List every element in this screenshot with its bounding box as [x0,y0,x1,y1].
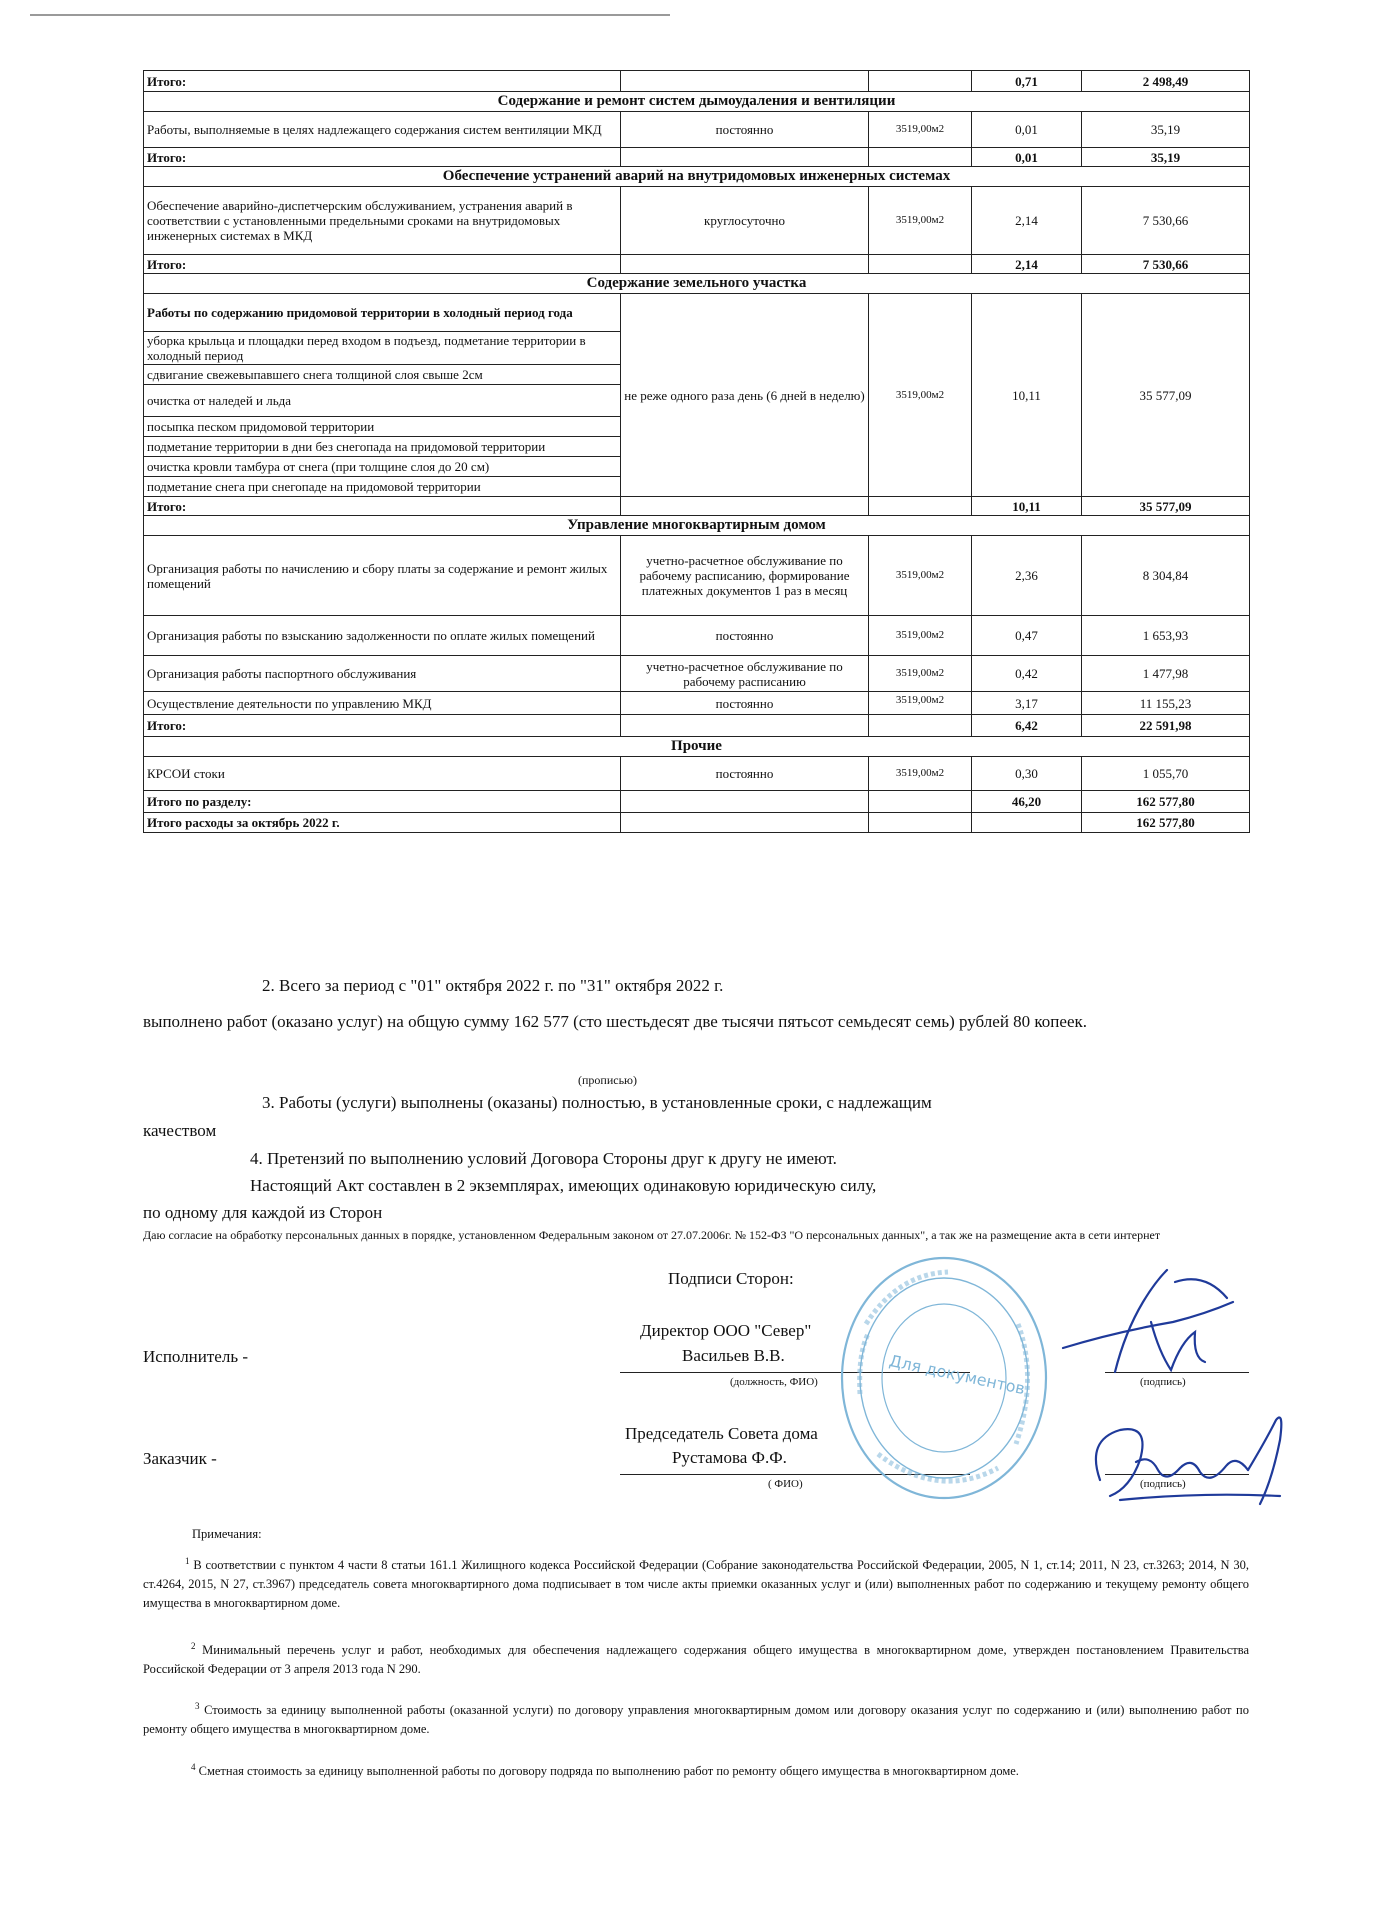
total-rate: 2,14 [972,255,1082,274]
total-period [621,497,869,516]
total-row [144,497,1250,516]
work-rate: 2,36 [972,536,1082,616]
work-group-title: Работы по содержанию придомовой территории в холодный период года [144,294,621,332]
section-header-row [144,274,1250,294]
work-name: очистка кровли тамбура от снега (при толщине слоя до 20 см) [144,457,621,477]
work-row [144,757,1250,791]
work-name: Организация работы по взысканию задолженности по оплате жилых помещений [144,616,621,656]
work-unit: 3519,00м2 [869,656,972,692]
work-sum: 11 155,23 [1082,692,1250,715]
note-2 [143,1637,1249,1679]
total-label: Итого: [144,148,621,167]
total-row [144,715,1250,737]
work-periodicity: не реже одного раза день (6 дней в неделю) [621,294,869,497]
total-period [621,791,869,813]
total-rate: 10,11 [972,497,1082,516]
total-unit [869,148,972,167]
work-rate: 10,11 [972,294,1082,497]
total-unit [869,497,972,516]
work-rate: 0,30 [972,757,1082,791]
customer-label: Заказчик - [143,1449,217,1468]
executor-position: Директор ООО "Север" [640,1321,812,1340]
work-row [144,294,1250,332]
customer-name-caption: ( ФИО) [768,1478,803,1490]
executor-signature [1055,1262,1255,1382]
total-sum: 162 577,80 [1082,791,1250,813]
note-4-text: Сметная стоимость за единицу выполненной работы по договору подряда по выполнению работ по ремонту общего имущества в многоквартирном доме. [198,1764,1019,1779]
note-3 [143,1697,1249,1739]
work-row [144,616,1250,656]
work-sum: 1 653,93 [1082,616,1250,656]
section-title: Управление многоквартирным домом [144,516,1250,536]
work-periodicity: постоянно [621,112,869,148]
note-3-text: Стоимость за единицу выполненной работы (оказанной услуги) по договору управления многоквартирным домом или договору оказания услуг по содержанию и (или) выполнению работ по ремонту общего имущества в многоквартирном доме. [143,1703,1249,1737]
work-unit: 3519,00м2 [869,616,972,656]
work-rate: 0,01 [972,112,1082,148]
work-periodicity: постоянно [621,692,869,715]
section-header-row [144,92,1250,112]
executor-name-caption: (должность, ФИО) [730,1376,818,1388]
total-period [621,715,869,737]
total-row [144,255,1250,274]
work-unit: 3519,00м2 [869,112,972,148]
work-unit: 3519,00м2 [869,757,972,791]
work-name: Осуществление деятельности по управлению МКД [144,692,621,715]
work-name: подметание территории в дни без снегопада на придомовой территории [144,437,621,457]
total-rate: 6,42 [972,715,1082,737]
stamp-ring-lettering [860,1334,868,1394]
work-name: посыпка песком придомовой территории [144,417,621,437]
total-sum: 7 530,66 [1082,255,1250,274]
executor-sign-caption: (подпись) [1140,1376,1186,1388]
work-name: Работы, выполняемые в целях надлежащего содержания систем вентиляции МКД [144,112,621,148]
section-title: Содержание и ремонт систем дымоудаления и вентиляции [144,92,1250,112]
work-row [144,692,1250,715]
work-name: Организация работы паспортного обслуживания [144,656,621,692]
works-table [143,70,1250,833]
section-title: Содержание земельного участка [144,274,1250,294]
total-label: Итого по разделу: [144,791,621,813]
note-2-mark: 2 [191,1641,196,1651]
consent-text: Даю согласие на обработку персональных данных в порядке, установленном Федеральным законом от 27.07.2006г. № 152-ФЗ "О персональных данных", а так же на размещение акта в сети интернет [143,1228,1161,1242]
propisyu-caption: (прописью) [578,1073,638,1087]
work-unit: 3519,00м2 [869,536,972,616]
total-period [621,255,869,274]
scan-top-edge [30,14,670,16]
total-row [144,71,1250,92]
work-periodicity: постоянно [621,757,869,791]
work-name: КРСОИ стоки [144,757,621,791]
customer-sign-caption: (подпись) [1140,1478,1186,1490]
work-periodicity: учетно-расчетное обслуживание по рабочему расписанию [621,656,869,692]
work-periodicity: учетно-расчетное обслуживание по рабочему расписанию, формирование платежных документов 1 раз в месяц [621,536,869,616]
total-period [621,148,869,167]
work-name: уборка крыльца и площадки перед входом в подъезд, подметание территории в холодный период [144,332,621,365]
total-label: Итого: [144,715,621,737]
work-row [144,656,1250,692]
total-sum: 2 498,49 [1082,71,1250,92]
work-sum: 7 530,66 [1082,187,1250,255]
total-rate: 0,01 [972,148,1082,167]
work-name: сдвигание свежевыпавшего снега толщиной слоя свыше 2см [144,365,621,385]
work-row [144,187,1250,255]
work-sum: 1 055,70 [1082,757,1250,791]
paragraph-3-end: качеством [143,1121,217,1140]
work-name: подметание снега при снегопаде на придомовой территории [144,477,621,497]
total-sum: 35,19 [1082,148,1250,167]
note-1-text: В соответствии с пунктом 4 части 8 статьи 161.1 Жилищного кодекса Российской Федерации (Собрание законодательства Российской Федерации, 2005, N 1, ст.14; 2011, N 23, ст.3263; 2014, N 30, ст.4264, 2015, N 27, ст.3967) председатель совета многоквартирного дома подписывает в том числе акты приемки оказанных услуг и (или) выполненных работ по содержанию и текущему ремонту общего имущества в многоквартирном доме. [143,1558,1250,1611]
work-unit: 3519,00м2 [869,187,972,255]
customer-name: Рустамова Ф.Ф. [672,1448,787,1467]
note-4 [143,1758,1249,1781]
note-2-text: Минимальный перечень услуг и работ, необходимых для обеспечения надлежащего содержания общего имущества в многоквартирном доме, утвержден постановлением Правительства Российской Федерации от 3 апреля 2013 года N 290. [143,1643,1249,1677]
note-3-mark: 3 [195,1701,200,1711]
note-1-mark: 1 [185,1556,190,1566]
total-sum: 22 591,98 [1082,715,1250,737]
stamp-center-text: Для документов [887,1350,1027,1399]
total-label: Итого: [144,71,621,92]
total-sum: 35 577,09 [1082,497,1250,516]
total-rate [972,813,1082,833]
total-rate: 0,71 [972,71,1082,92]
total-unit [869,255,972,274]
note-1 [143,1552,1249,1613]
total-label: Итого: [144,497,621,516]
section-header-row [144,516,1250,536]
work-rate: 0,42 [972,656,1082,692]
work-rate: 3,17 [972,692,1082,715]
executor-name: Васильев В.В. [682,1346,785,1365]
paragraph-3: 3. Работы (услуги) выполнены (оказаны) полностью, в установленные сроки, с надлежащим [262,1093,932,1112]
signatures-heading: Подписи Сторон: [668,1269,794,1288]
work-periodicity: круглосуточно [621,187,869,255]
total-period [621,813,869,833]
company-stamp [838,1254,1050,1502]
total-sum: 162 577,80 [1082,813,1250,833]
total-row [144,813,1250,833]
total-unit [869,715,972,737]
paragraph-4: 4. Претензий по выполнению условий Договора Стороны друг к другу не имеют. [250,1149,837,1168]
work-row [144,112,1250,148]
customer-signature [1080,1400,1310,1515]
work-unit: 3519,00м2 [869,692,972,715]
paragraph-5: Настоящий Акт составлен в 2 экземплярах, имеющих одинаковую юридическую силу, [250,1176,877,1195]
work-name: Обеспечение аварийно-диспетчерским обслуживанием, устранения аварий в соответствии с установленными предельными сроками на внутридомовых инженерных системах в МКД [144,187,621,255]
work-periodicity: постоянно [621,616,869,656]
total-period [621,71,869,92]
notes-heading: Примечания: [192,1527,262,1541]
total-row [144,791,1250,813]
work-sum: 35,19 [1082,112,1250,148]
work-name: очистка от наледей и льда [144,385,621,417]
total-rate: 46,20 [972,791,1082,813]
section-title: Прочие [144,737,1250,757]
total-unit [869,71,972,92]
total-unit [869,791,972,813]
total-label: Итого расходы за октябрь 2022 г. [144,813,621,833]
work-sum: 35 577,09 [1082,294,1250,497]
customer-position: Председатель Совета дома [625,1424,818,1443]
total-row [144,148,1250,167]
work-unit: 3519,00м2 [869,294,972,497]
total-label: Итого: [144,255,621,274]
work-sum: 1 477,98 [1082,656,1250,692]
work-rate: 0,47 [972,616,1082,656]
note-4-mark: 4 [191,1762,196,1772]
paragraph-5-end: по одному для каждой из Сторон [143,1203,383,1222]
total-unit [869,813,972,833]
paragraph-2: 2. Всего за период с "01" октября 2022 г. по "31" октября 2022 г. [262,976,724,995]
executor-label: Исполнитель - [143,1347,248,1366]
paragraph-2-total: выполнено работ (оказано услуг) на общую сумму 162 577 (сто шестьдесят две тысячи пятьсот семьдесят семь) рублей 80 копеек. [143,1012,1088,1031]
work-name: Организация работы по начислению и сбору платы за содержание и ремонт жилых помещений [144,536,621,616]
section-header-row [144,737,1250,757]
section-title: Обеспечение устранений аварий на внутридомовых инженерных системах [144,167,1250,187]
work-rate: 2,14 [972,187,1082,255]
section-header-row [144,167,1250,187]
work-sum: 8 304,84 [1082,536,1250,616]
work-row [144,536,1250,616]
